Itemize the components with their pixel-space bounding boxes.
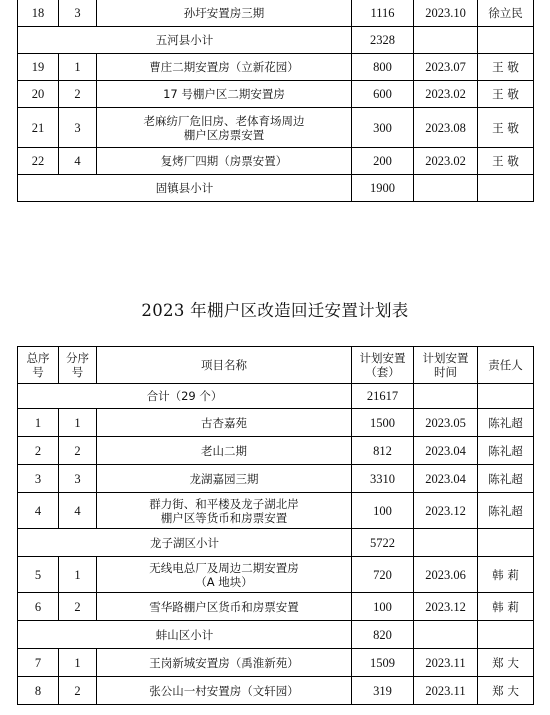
row-sub-no: 1: [59, 54, 97, 81]
row-planned-units: 200: [352, 148, 414, 175]
row-project-name: 17 号棚户区二期安置房: [97, 81, 352, 108]
subtotal-label: 固镇县小计: [18, 175, 352, 202]
subtotal-label: 龙子湖区小计: [18, 529, 352, 557]
row-sub-no: 1: [59, 409, 97, 437]
subtotal-units: 820: [352, 621, 414, 649]
table-row: [18, 409, 534, 437]
row-total-no: 3: [18, 465, 59, 493]
row-total-no: 4: [18, 493, 59, 529]
header-planned-time: 计划安置 时间: [414, 347, 478, 384]
row-project-name: 古杏嘉苑: [97, 409, 352, 437]
row-planned-units: 720: [352, 557, 414, 593]
project-name-line1: 群力街、和平楼及龙子湖北岸: [149, 496, 299, 511]
table-row: [18, 677, 534, 705]
empty-cell: [478, 529, 534, 557]
row-total-no: 19: [18, 54, 59, 81]
project-name-line2: （A 地块）: [195, 574, 253, 589]
project-name-line2: 棚户区等货币和房票安置: [160, 510, 288, 525]
row-total-no: 18: [18, 0, 59, 27]
row-planned-units: 100: [352, 593, 414, 621]
table-row: [18, 0, 534, 27]
row-planned-time: 2023.11: [414, 677, 478, 705]
row-planned-time: 2023.02: [414, 148, 478, 175]
header-sub-no: 分序 号: [59, 347, 97, 384]
row-responsible-person: 王 敬: [478, 54, 534, 81]
row-sub-no: 3: [59, 465, 97, 493]
row-sub-no: 2: [59, 81, 97, 108]
row-planned-units: 319: [352, 677, 414, 705]
row-total-no: 1: [18, 409, 59, 437]
row-project-name: [97, 557, 352, 593]
row-sub-no: 1: [59, 649, 97, 677]
empty-cell: [414, 621, 478, 649]
row-project-name: 张公山一村安置房（文轩园）: [97, 677, 352, 705]
row-planned-time: 2023.10: [414, 0, 478, 27]
row-planned-units: 1116: [352, 0, 414, 27]
row-planned-units: 600: [352, 81, 414, 108]
row-sub-no: 1: [59, 557, 97, 593]
row-planned-time: 2023.02: [414, 81, 478, 108]
plan-table-continued: [17, 0, 534, 202]
subtotal-units: 2328: [352, 27, 414, 54]
resettlement-plan-table: [17, 346, 534, 705]
project-name-line1: 无线电总厂及周边二期安置房: [149, 560, 299, 575]
project-name-line2: 棚户区房票安置: [183, 127, 265, 142]
row-sub-no: 2: [59, 677, 97, 705]
row-total-no: 22: [18, 148, 59, 175]
row-total-no: 2: [18, 437, 59, 465]
row-planned-time: 2023.07: [414, 54, 478, 81]
row-sub-no: 4: [59, 148, 97, 175]
row-responsible-person: 徐立民: [478, 0, 534, 27]
row-responsible-person: 陈礼超: [478, 409, 534, 437]
row-project-name: 王岗新城安置房（禹淮新苑）: [97, 649, 352, 677]
row-planned-units: 3310: [352, 465, 414, 493]
table-row: [18, 493, 534, 529]
subtotal-units: 1900: [352, 175, 414, 202]
table-title: 2023 年棚户区改造回迁安置计划表: [141, 301, 409, 320]
table-row: [18, 593, 534, 621]
table-row: [18, 108, 534, 148]
row-project-name: 老山二期: [97, 437, 352, 465]
subtotal-label: 五河县小计: [18, 27, 352, 54]
row-responsible-person: 王 敬: [478, 148, 534, 175]
header-total-no: 总序 号: [18, 347, 59, 384]
table-row: [18, 557, 534, 593]
total-empty-time: [414, 384, 478, 409]
row-total-no: 20: [18, 81, 59, 108]
row-project-name: 曹庄二期安置房（立新花园）: [97, 54, 352, 81]
table-row: [18, 81, 534, 108]
row-sub-no: 3: [59, 108, 97, 148]
row-planned-time: 2023.06: [414, 557, 478, 593]
row-responsible-person: 郑 大: [478, 677, 534, 705]
row-responsible-person: 郑 大: [478, 649, 534, 677]
header-planned-units: 计划安置 （套）: [352, 347, 414, 384]
empty-cell: [478, 27, 534, 54]
row-total-no: 8: [18, 677, 59, 705]
row-responsible-person: 韩 莉: [478, 557, 534, 593]
row-responsible-person: 陈礼超: [478, 465, 534, 493]
header-row: [18, 347, 534, 384]
row-project-name: [97, 108, 352, 148]
table-row: [18, 148, 534, 175]
subtotal-row: [18, 27, 534, 54]
row-planned-units: 300: [352, 108, 414, 148]
row-planned-units: 1509: [352, 649, 414, 677]
row-planned-units: 1500: [352, 409, 414, 437]
empty-cell: [414, 529, 478, 557]
row-project-name: 复烤厂四期（房票安置）: [97, 148, 352, 175]
header-project-name: 项目名称: [97, 347, 352, 384]
empty-cell: [414, 175, 478, 202]
table-row: [18, 54, 534, 81]
row-planned-units: 812: [352, 437, 414, 465]
empty-cell: [478, 175, 534, 202]
row-planned-units: 800: [352, 54, 414, 81]
row-planned-time: 2023.12: [414, 593, 478, 621]
row-responsible-person: 韩 莉: [478, 593, 534, 621]
empty-cell: [414, 27, 478, 54]
row-responsible-person: 王 敬: [478, 81, 534, 108]
row-sub-no: 2: [59, 593, 97, 621]
total-row: [18, 384, 534, 409]
row-project-name: 龙湖嘉园三期: [97, 465, 352, 493]
subtotal-units: 5722: [352, 529, 414, 557]
row-planned-time: 2023.08: [414, 108, 478, 148]
table-row: [18, 649, 534, 677]
row-responsible-person: 陈礼超: [478, 437, 534, 465]
row-planned-time: 2023.04: [414, 465, 478, 493]
row-total-no: 21: [18, 108, 59, 148]
row-sub-no: 4: [59, 493, 97, 529]
row-responsible-person: 陈礼超: [478, 493, 534, 529]
project-name-line1: 老麻纺厂危旧房、老体育场周边: [143, 113, 305, 128]
empty-cell: [478, 621, 534, 649]
subtotal-row: [18, 529, 534, 557]
total-units: 21617: [352, 384, 414, 409]
row-project-name: 孙圩安置房三期: [97, 0, 352, 27]
row-sub-no: 3: [59, 0, 97, 27]
row-total-no: 5: [18, 557, 59, 593]
header-responsible-person: 责任人: [478, 347, 534, 384]
subtotal-row: [18, 175, 534, 202]
row-sub-no: 2: [59, 437, 97, 465]
row-project-name: [97, 493, 352, 529]
table-row: [18, 437, 534, 465]
total-label: 合计（29 个）: [18, 384, 352, 409]
total-empty-person: [478, 384, 534, 409]
row-planned-units: 100: [352, 493, 414, 529]
subtotal-row: [18, 621, 534, 649]
table-row: [18, 465, 534, 493]
row-planned-time: 2023.05: [414, 409, 478, 437]
row-planned-time: 2023.11: [414, 649, 478, 677]
row-total-no: 6: [18, 593, 59, 621]
row-planned-time: 2023.04: [414, 437, 478, 465]
row-total-no: 7: [18, 649, 59, 677]
row-project-name: 雪华路棚户区货币和房票安置: [97, 593, 352, 621]
row-planned-time: 2023.12: [414, 493, 478, 529]
row-responsible-person: 王 敬: [478, 108, 534, 148]
subtotal-label: 蚌山区小计: [18, 621, 352, 649]
